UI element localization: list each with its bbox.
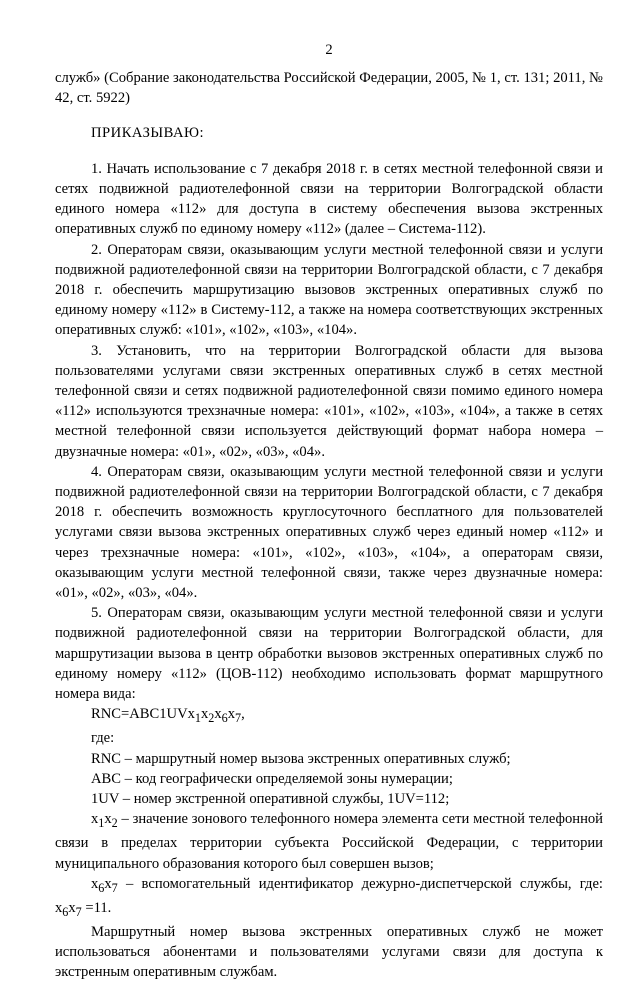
routing-number-formula: $RNC=ABC1UVx_1x_2x_6x_7$,: [91, 706, 245, 726]
definition-uv: 1UV – номер экстренной оперативной службы, 1UV=112;: [91, 791, 450, 808]
item-3: 3. Установить, что на территории Волгоградской области для вызова пользователями услугами связи экстренных оперативных служб в сетях местной телефонной связи и сетях подвижной радиотелефонной связи помимо единого номера «112» используются трехзначные номера: «101», «102», «103», «104», а также в сетях местной телефонной связи используется действующий формат набора номера – двузначные номера: «01», «02», «03», «04».: [55, 342, 603, 460]
intro-paragraph: служб» (Собрание законодательства Российской Федерации, 2005, № 1, ст. 131; 2011, № 42, ст. 5922): [55, 70, 603, 107]
item-2: 2. Операторам связи, оказывающим услуги местной телефонной связи и услуги подвижной радиотелефонной связи на территории Волгоградской области, с 7 декабря 2018 г. обеспечить маршрутизацию вызовов экстренных оперативных служб по единому номеру «112» в Систему-112, а также на номера соответствующих экстренных оперативных служб: «101», «102», «103», «104».: [55, 241, 603, 339]
item-4: 4. Операторам связи, оказывающим услуги местной телефонной связи и услуги подвижной радиотелефонной связи на территории Волгоградской области, с 7 декабря 2018 г. обеспечить возможность круглосуточного бесплатного для пользователей услугами связи вызова экстренных оперативных служб через единый номер «112» и через трехзначные номера: «101», «102», «103», «104», а операторам связи, оказывающим услуги местной телефонной связи, также через двузначные номера: «01», «02», «03», «04».: [55, 463, 603, 602]
definition-abc: ABC – код географически определяемой зоны нумерации;: [91, 770, 453, 787]
definition-rnc: RNC – маршрутный номер вызова экстренных оперативных служб;: [91, 750, 511, 767]
definition-x6x7: $x_6x_7$ – вспомогательный идентификатор дежурно-диспетчерской службы, где: $x_6x_7 =11$.: [55, 875, 603, 919]
definition-x1x2: $x_1x_2$ – значение зонового телефонного номера элемента сети местной телефонной связи в пределах территории субъекта Российской Федерации, с территории муниципального образования которого был совершен вызов;: [55, 811, 603, 872]
order-heading: ПРИКАЗЫВАЮ:: [91, 124, 205, 141]
page-number: 2: [325, 42, 333, 58]
where-label: где:: [91, 730, 115, 747]
final-paragraph: Маршрутный номер вызова экстренных оперативных служб не может использоваться абонентами и пользователями услугами связи для доступа к экстренным оперативным службам.: [55, 923, 603, 981]
item-1: 1. Начать использование с 7 декабря 2018 г. в сетях местной телефонной связи и сетях подвижной радиотелефонной связи на территории Волгоградской области единого номера «112» для доступа в систему обеспечения вызова экстренных оперативных служб по единому номеру «112» (далее – Система-112).: [55, 160, 603, 238]
document-page: [55, 40, 603, 983]
item-5: 5. Операторам связи, оказывающим услуги местной телефонной связи и услуги подвижной радиотелефонной связи на территории Волгоградской области, для маршрутизации вызова в центр обработки вызовов экстренных оперативных служб по единому номеру «112» (ЦОВ-112) необходимо использовать формат маршрутного номера вида:: [55, 605, 603, 703]
